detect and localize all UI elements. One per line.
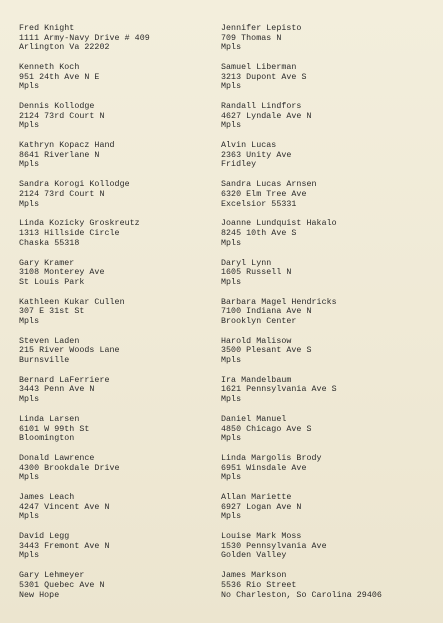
entry-street: 4300 Brookdale Drive [19, 463, 120, 473]
address-entry [221, 24, 436, 63]
entry-city: Mpls [19, 82, 40, 92]
address-entry [19, 532, 209, 571]
entry-street: 7100 Indiana Ave N [221, 307, 312, 317]
entry-street: 4850 Chicago Ave S [221, 424, 312, 434]
address-entry [19, 102, 209, 141]
entry-city: Mpls [19, 473, 40, 483]
entry-name: Samuel Liberman [221, 63, 297, 73]
entry-street: 6927 Logan Ave N [221, 502, 302, 512]
address-entry [19, 259, 209, 298]
entry-city: Excelsior 55331 [221, 199, 297, 209]
entry-name: Ira Mandelbaum [221, 375, 292, 385]
entry-name: Joanne Lundquist Hakalo [221, 219, 337, 229]
entry-street: 3213 Dupont Ave S [221, 72, 307, 82]
entry-city: Mpls [221, 512, 242, 522]
entry-city: St Louis Park [19, 277, 85, 287]
entry-name: Jennifer Lepisto [221, 24, 302, 33]
entry-street: 3108 Monterey Ave [19, 268, 105, 278]
address-entry [19, 493, 209, 532]
entry-city: Mpls [221, 238, 242, 248]
address-entry [221, 63, 436, 102]
entry-name: James Leach [19, 493, 75, 503]
address-entry [221, 180, 436, 219]
entry-city: Mpls [19, 512, 40, 522]
address-entry [221, 141, 436, 180]
entry-city: Mpls [19, 395, 40, 405]
entry-street: 1530 Pennsylvania Ave [221, 541, 327, 551]
entry-name: Randall Lindfors [221, 102, 302, 112]
entry-name: Barbara Magel Hendricks [221, 297, 337, 307]
address-entry [221, 259, 436, 298]
entry-name: Sandra Korogi Kollodge [19, 180, 130, 190]
left-column [19, 24, 209, 610]
entry-name: Kenneth Koch [19, 63, 80, 73]
entry-street: 1605 Russell N [221, 268, 292, 278]
address-entry [19, 24, 209, 63]
entry-name: Kathryn Kopacz Hand [19, 141, 115, 151]
entry-street: 8245 10th Ave S [221, 229, 297, 239]
entry-name: Gary Lehmeyer [19, 571, 85, 581]
entry-street: 6951 Winsdale Ave [221, 463, 307, 473]
address-entry [19, 454, 209, 493]
entry-city: Mpls [221, 277, 242, 287]
entry-street: 951 24th Ave N E [19, 72, 100, 82]
entry-street: 3443 Fremont Ave N [19, 541, 110, 551]
entry-street: 2124 73rd Court N [19, 189, 105, 199]
entry-name: Fred Knight [19, 24, 75, 33]
entry-city: Mpls [19, 121, 40, 131]
entry-name: Linda Kozicky Groskreutz [19, 219, 140, 229]
entry-name: Dennis Kollodge [19, 102, 95, 112]
entry-city: Arlington Va 22202 [19, 43, 110, 53]
entry-city: Mpls [221, 434, 242, 444]
entry-street: 8641 Riverlane N [19, 150, 100, 160]
entry-name: Linda Margolis Brody [221, 454, 322, 464]
address-entry [221, 571, 436, 610]
entry-city: Bloomington [19, 434, 75, 444]
entry-city: Mpls [19, 316, 40, 326]
entry-name: Kathleen Kukar Cullen [19, 297, 125, 307]
entry-city: Burnsville [19, 355, 70, 365]
address-entry [221, 532, 436, 571]
entry-street: 307 E 31st St [19, 307, 85, 317]
entry-name: Steven Laden [19, 336, 80, 346]
address-entry [221, 376, 436, 415]
entry-name: Linda Larsen [19, 414, 80, 424]
entry-city: Mpls [221, 473, 242, 483]
address-entry [221, 102, 436, 141]
entry-name: Daryl Lynn [221, 258, 272, 268]
entry-street: 4627 Lyndale Ave N [221, 111, 312, 121]
address-entry [221, 415, 436, 454]
entry-street: 2363 Unity Ave [221, 150, 292, 160]
entry-city: Mpls [221, 82, 242, 92]
address-entry [19, 298, 209, 337]
entry-city: Fridley [221, 160, 257, 170]
entry-street: 2124 73rd Court N [19, 111, 105, 121]
entry-name: Bernard LaFerriere [19, 375, 110, 385]
entry-city: New Hope [19, 590, 60, 600]
entry-street: 3443 Penn Ave N [19, 385, 95, 395]
entry-street: 709 Thomas N [221, 33, 282, 43]
entry-city: Mpls [221, 395, 242, 405]
entry-name: Daniel Manuel [221, 414, 287, 424]
entry-name: Gary Kramer [19, 258, 75, 268]
entry-street: 1621 Pennsylvania Ave S [221, 385, 337, 395]
entry-name: Allan Mariette [221, 493, 292, 503]
entry-city: Mpls [19, 160, 40, 170]
entry-name: James Markson [221, 571, 287, 581]
entry-city: Mpls [19, 551, 40, 561]
address-entry [19, 415, 209, 454]
entry-street: 6101 W 99th St [19, 424, 90, 434]
entry-street: 1313 Hillside Circle [19, 229, 120, 239]
address-entry [19, 63, 209, 102]
entry-street: 215 River Woods Lane [19, 346, 120, 356]
address-entry [19, 141, 209, 180]
address-entry [221, 454, 436, 493]
entry-street: 5536 Rio Street [221, 580, 297, 590]
entry-name: David Legg [19, 532, 70, 542]
entry-street: 3500 Plesant Ave S [221, 346, 312, 356]
entry-street: 5301 Quebec Ave N [19, 580, 105, 590]
address-entry [19, 180, 209, 219]
address-entry [221, 219, 436, 258]
entry-name: Harold Malisow [221, 336, 292, 346]
address-entry [221, 298, 436, 337]
entry-city: Mpls [221, 355, 242, 365]
entry-city: Chaska 55318 [19, 238, 80, 248]
address-entry [221, 493, 436, 532]
entry-street: 6320 Elm Tree Ave [221, 189, 307, 199]
entry-city: Mpls [221, 121, 242, 131]
entry-city: Mpls [19, 199, 40, 209]
address-entry [19, 376, 209, 415]
entry-name: Alvin Lucas [221, 141, 277, 151]
right-column [221, 24, 436, 610]
entry-city: Golden Valley [221, 551, 287, 561]
entry-name: Sandra Lucas Arnsen [221, 180, 317, 190]
address-entry [19, 337, 209, 376]
address-entry [19, 571, 209, 610]
entry-city: Brooklyn Center [221, 316, 297, 326]
entry-city: Mpls [221, 43, 242, 53]
address-entry [19, 219, 209, 258]
entry-name: Donald Lawrence [19, 454, 95, 464]
entry-city: No Charleston, So Carolina 29406 [221, 590, 382, 600]
entry-street: 1111 Army-Navy Drive # 409 [19, 33, 150, 43]
entry-street: 4247 Vincent Ave N [19, 502, 110, 512]
address-entry [221, 337, 436, 376]
entry-name: Louise Mark Moss [221, 532, 302, 542]
